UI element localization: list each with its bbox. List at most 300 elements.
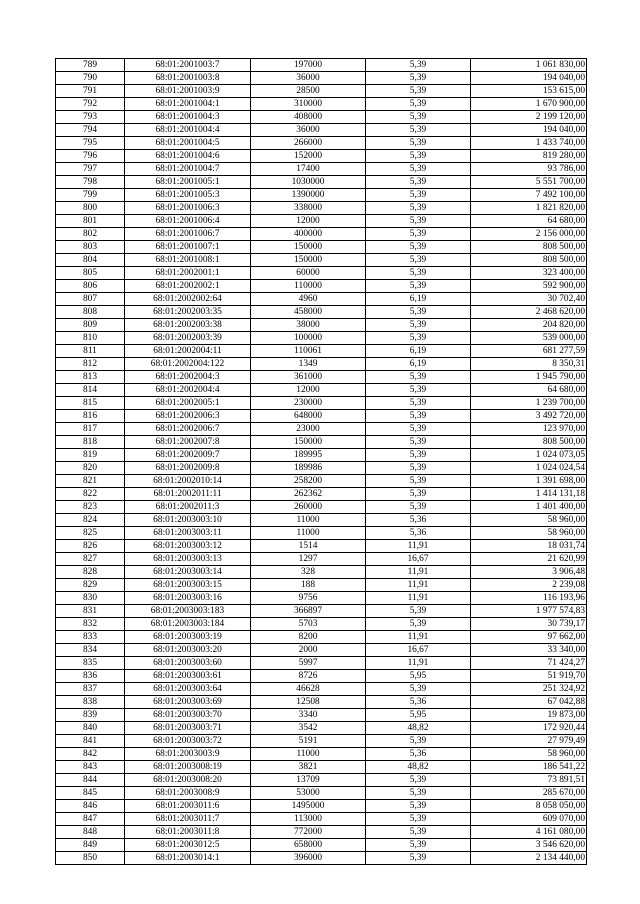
rate-cell: 5,39 — [366, 280, 471, 293]
cadastral-number-cell: 68:01:2001004:1 — [125, 98, 251, 111]
cadastral-number-cell: 68:01:2002010:14 — [125, 475, 251, 488]
cadastral-number-cell: 68:01:2002005:1 — [125, 397, 251, 410]
area-cell: 11000 — [251, 527, 366, 540]
area-cell: 36000 — [251, 72, 366, 85]
cadastral-number-cell: 68:01:2002006:7 — [125, 423, 251, 436]
table-row — [56, 111, 587, 124]
area-cell: 396000 — [251, 852, 366, 865]
cadastral-number-cell: 68:01:2001005:3 — [125, 189, 251, 202]
cadastral-number-cell: 68:01:2001003:8 — [125, 72, 251, 85]
amount-cell: 58 960,00 — [471, 748, 587, 761]
cadastral-number-cell: 68:01:2002004:11 — [125, 345, 251, 358]
amount-cell: 64 680,00 — [471, 215, 587, 228]
amount-cell: 3 492 720,00 — [471, 410, 587, 423]
amount-cell: 194 040,00 — [471, 72, 587, 85]
area-cell: 338000 — [251, 202, 366, 215]
table-row — [56, 241, 587, 254]
table-row — [56, 566, 587, 579]
area-cell: 266000 — [251, 137, 366, 150]
cadastral-number-cell: 68:01:2003003:15 — [125, 579, 251, 592]
area-cell: 1349 — [251, 358, 366, 371]
amount-cell: 71 424,27 — [471, 657, 587, 670]
area-cell: 152000 — [251, 150, 366, 163]
amount-cell: 1 670 900,00 — [471, 98, 587, 111]
rate-cell: 5,36 — [366, 748, 471, 761]
rate-cell: 5,39 — [366, 319, 471, 332]
rate-cell: 5,39 — [366, 137, 471, 150]
table-row — [56, 761, 587, 774]
amount-cell: 27 979,49 — [471, 735, 587, 748]
cadastral-number-cell: 68:01:2001003:7 — [125, 59, 251, 72]
rate-cell: 5,39 — [366, 228, 471, 241]
table-row — [56, 449, 587, 462]
rate-cell: 5,39 — [366, 215, 471, 228]
area-cell: 8200 — [251, 631, 366, 644]
cadastral-number-cell: 68:01:2003003:184 — [125, 618, 251, 631]
row-number-cell: 804 — [56, 254, 125, 267]
table-row — [56, 124, 587, 137]
table-row — [56, 488, 587, 501]
cadastral-number-cell: 68:01:2002006:3 — [125, 410, 251, 423]
cadastral-number-cell: 68:01:2003008:20 — [125, 774, 251, 787]
rate-cell: 5,39 — [366, 254, 471, 267]
cadastral-number-cell: 68:01:2003003:64 — [125, 683, 251, 696]
rate-cell: 5,39 — [366, 501, 471, 514]
area-cell: 110000 — [251, 280, 366, 293]
table-row — [56, 319, 587, 332]
amount-cell: 186 541,22 — [471, 761, 587, 774]
table-row — [56, 150, 587, 163]
row-number-cell: 823 — [56, 501, 125, 514]
area-cell: 3340 — [251, 709, 366, 722]
row-number-cell: 837 — [56, 683, 125, 696]
amount-cell: 64 680,00 — [471, 384, 587, 397]
row-number-cell: 845 — [56, 787, 125, 800]
row-number-cell: 826 — [56, 540, 125, 553]
cadastral-number-cell: 68:01:2001005:1 — [125, 176, 251, 189]
row-number-cell: 792 — [56, 98, 125, 111]
area-cell: 1390000 — [251, 189, 366, 202]
rate-cell: 5,39 — [366, 683, 471, 696]
amount-cell: 3 906,48 — [471, 566, 587, 579]
rate-cell: 5,39 — [366, 826, 471, 839]
table-row — [56, 215, 587, 228]
area-cell: 400000 — [251, 228, 366, 241]
row-number-cell: 789 — [56, 59, 125, 72]
table-row — [56, 670, 587, 683]
rate-cell: 5,95 — [366, 670, 471, 683]
table-row — [56, 852, 587, 865]
rate-cell: 5,39 — [366, 410, 471, 423]
row-number-cell: 849 — [56, 839, 125, 852]
amount-cell: 30 702,40 — [471, 293, 587, 306]
area-cell: 189995 — [251, 449, 366, 462]
cadastral-number-cell: 68:01:2002011:11 — [125, 488, 251, 501]
row-number-cell: 828 — [56, 566, 125, 579]
area-cell: 5703 — [251, 618, 366, 631]
area-cell: 5191 — [251, 735, 366, 748]
row-number-cell: 809 — [56, 319, 125, 332]
amount-cell: 1 239 700,00 — [471, 397, 587, 410]
table-row — [56, 358, 587, 371]
cadastral-number-cell: 68:01:2003011:8 — [125, 826, 251, 839]
area-cell: 3821 — [251, 761, 366, 774]
area-cell: 38000 — [251, 319, 366, 332]
amount-cell: 2 156 000,00 — [471, 228, 587, 241]
cadastral-number-cell: 68:01:2002007:8 — [125, 436, 251, 449]
rate-cell: 5,39 — [366, 618, 471, 631]
row-number-cell: 818 — [56, 436, 125, 449]
cadastral-number-cell: 68:01:2003003:183 — [125, 605, 251, 618]
amount-cell: 33 340,00 — [471, 644, 587, 657]
rate-cell: 5,39 — [366, 72, 471, 85]
area-cell: 13709 — [251, 774, 366, 787]
row-number-cell: 842 — [56, 748, 125, 761]
row-number-cell: 847 — [56, 813, 125, 826]
cadastral-number-cell: 68:01:2001008:1 — [125, 254, 251, 267]
rate-cell: 5,39 — [366, 332, 471, 345]
amount-cell: 681 277,59 — [471, 345, 587, 358]
table-row — [56, 813, 587, 826]
amount-cell: 1 977 574,83 — [471, 605, 587, 618]
amount-cell: 58 960,00 — [471, 527, 587, 540]
row-number-cell: 816 — [56, 410, 125, 423]
table-row — [56, 410, 587, 423]
row-number-cell: 790 — [56, 72, 125, 85]
row-number-cell: 848 — [56, 826, 125, 839]
row-number-cell: 835 — [56, 657, 125, 670]
row-number-cell: 813 — [56, 371, 125, 384]
table-row — [56, 826, 587, 839]
area-cell: 12000 — [251, 384, 366, 397]
cadastral-number-cell: 68:01:2003003:60 — [125, 657, 251, 670]
table-row — [56, 345, 587, 358]
area-cell: 361000 — [251, 371, 366, 384]
cadastral-number-cell: 68:01:2003003:69 — [125, 696, 251, 709]
amount-cell: 1 391 698,00 — [471, 475, 587, 488]
row-number-cell: 815 — [56, 397, 125, 410]
table-row — [56, 787, 587, 800]
area-cell: 46628 — [251, 683, 366, 696]
table-row — [56, 735, 587, 748]
rate-cell: 5,39 — [366, 605, 471, 618]
rate-cell: 5,39 — [366, 163, 471, 176]
table-row — [56, 644, 587, 657]
rate-cell: 5,39 — [366, 124, 471, 137]
land-parcel-table — [55, 58, 587, 865]
cadastral-number-cell: 68:01:2002011:3 — [125, 501, 251, 514]
table-row — [56, 280, 587, 293]
area-cell: 3542 — [251, 722, 366, 735]
cadastral-number-cell: 68:01:2002003:35 — [125, 306, 251, 319]
row-number-cell: 806 — [56, 280, 125, 293]
area-cell: 150000 — [251, 254, 366, 267]
area-cell: 1495000 — [251, 800, 366, 813]
row-number-cell: 843 — [56, 761, 125, 774]
amount-cell: 1 401 400,00 — [471, 501, 587, 514]
table-body — [56, 59, 587, 865]
area-cell: 113000 — [251, 813, 366, 826]
rate-cell: 6,19 — [366, 358, 471, 371]
area-cell: 150000 — [251, 436, 366, 449]
amount-cell: 1 433 740,00 — [471, 137, 587, 150]
rate-cell: 5,39 — [366, 800, 471, 813]
table-row — [56, 462, 587, 475]
area-cell: 5997 — [251, 657, 366, 670]
table-row — [56, 475, 587, 488]
table-row — [56, 722, 587, 735]
rate-cell: 5,39 — [366, 384, 471, 397]
area-cell: 408000 — [251, 111, 366, 124]
cadastral-number-cell: 68:01:2001006:7 — [125, 228, 251, 241]
cadastral-number-cell: 68:01:2002003:39 — [125, 332, 251, 345]
cadastral-number-cell: 68:01:2003003:9 — [125, 748, 251, 761]
rate-cell: 5,39 — [366, 488, 471, 501]
cadastral-number-cell: 68:01:2003011:7 — [125, 813, 251, 826]
table-row — [56, 59, 587, 72]
rate-cell: 48,82 — [366, 722, 471, 735]
amount-cell: 97 662,00 — [471, 631, 587, 644]
row-number-cell: 803 — [56, 241, 125, 254]
rate-cell: 48,82 — [366, 761, 471, 774]
cadastral-number-cell: 68:01:2001004:5 — [125, 137, 251, 150]
rate-cell: 5,36 — [366, 696, 471, 709]
amount-cell: 3 546 620,00 — [471, 839, 587, 852]
cadastral-number-cell: 68:01:2001004:4 — [125, 124, 251, 137]
row-number-cell: 798 — [56, 176, 125, 189]
table-row — [56, 618, 587, 631]
rate-cell: 11,91 — [366, 631, 471, 644]
table-row — [56, 696, 587, 709]
row-number-cell: 841 — [56, 735, 125, 748]
table-row — [56, 683, 587, 696]
area-cell: 2000 — [251, 644, 366, 657]
cadastral-number-cell: 68:01:2001004:6 — [125, 150, 251, 163]
area-cell: 366897 — [251, 605, 366, 618]
amount-cell: 2 199 120,00 — [471, 111, 587, 124]
rate-cell: 5,95 — [366, 709, 471, 722]
table-row — [56, 98, 587, 111]
amount-cell: 73 891,51 — [471, 774, 587, 787]
row-number-cell: 840 — [56, 722, 125, 735]
rate-cell: 5,39 — [366, 397, 471, 410]
cadastral-number-cell: 68:01:2001006:4 — [125, 215, 251, 228]
table-row — [56, 709, 587, 722]
row-number-cell: 844 — [56, 774, 125, 787]
table-row — [56, 332, 587, 345]
row-number-cell: 797 — [56, 163, 125, 176]
area-cell: 197000 — [251, 59, 366, 72]
table-row — [56, 527, 587, 540]
table-row — [56, 176, 587, 189]
cadastral-number-cell: 68:01:2003003:20 — [125, 644, 251, 657]
cadastral-number-cell: 68:01:2003003:13 — [125, 553, 251, 566]
amount-cell: 323 400,00 — [471, 267, 587, 280]
amount-cell: 21 620,99 — [471, 553, 587, 566]
row-number-cell: 807 — [56, 293, 125, 306]
rate-cell: 5,39 — [366, 449, 471, 462]
area-cell: 60000 — [251, 267, 366, 280]
cadastral-number-cell: 68:01:2002001:1 — [125, 267, 251, 280]
amount-cell: 2 468 620,00 — [471, 306, 587, 319]
area-cell: 150000 — [251, 241, 366, 254]
row-number-cell: 824 — [56, 514, 125, 527]
amount-cell: 609 070,00 — [471, 813, 587, 826]
cadastral-number-cell: 68:01:2001006:3 — [125, 202, 251, 215]
amount-cell: 1 821 820,00 — [471, 202, 587, 215]
cadastral-number-cell: 68:01:2003003:70 — [125, 709, 251, 722]
row-number-cell: 801 — [56, 215, 125, 228]
row-number-cell: 799 — [56, 189, 125, 202]
area-cell: 772000 — [251, 826, 366, 839]
cadastral-number-cell: 68:01:2002002:1 — [125, 280, 251, 293]
amount-cell: 172 920,44 — [471, 722, 587, 735]
table-row — [56, 748, 587, 761]
table-row — [56, 514, 587, 527]
rate-cell: 5,39 — [366, 423, 471, 436]
amount-cell: 93 786,00 — [471, 163, 587, 176]
amount-cell: 194 040,00 — [471, 124, 587, 137]
amount-cell: 8 350,31 — [471, 358, 587, 371]
area-cell: 8726 — [251, 670, 366, 683]
amount-cell: 51 919,70 — [471, 670, 587, 683]
area-cell: 100000 — [251, 332, 366, 345]
cadastral-number-cell: 68:01:2003003:11 — [125, 527, 251, 540]
rate-cell: 11,91 — [366, 657, 471, 670]
rate-cell: 5,36 — [366, 527, 471, 540]
row-number-cell: 821 — [56, 475, 125, 488]
area-cell: 188 — [251, 579, 366, 592]
table-row — [56, 202, 587, 215]
cadastral-number-cell: 68:01:2003003:16 — [125, 592, 251, 605]
rate-cell: 16,67 — [366, 553, 471, 566]
cadastral-number-cell: 68:01:2003011:6 — [125, 800, 251, 813]
area-cell: 1297 — [251, 553, 366, 566]
amount-cell: 539 000,00 — [471, 332, 587, 345]
area-cell: 328 — [251, 566, 366, 579]
area-cell: 258200 — [251, 475, 366, 488]
cadastral-number-cell: 68:01:2002004:4 — [125, 384, 251, 397]
amount-cell: 808 500,00 — [471, 241, 587, 254]
amount-cell: 819 280,00 — [471, 150, 587, 163]
area-cell: 310000 — [251, 98, 366, 111]
amount-cell: 19 873,00 — [471, 709, 587, 722]
cadastral-number-cell: 68:01:2003003:12 — [125, 540, 251, 553]
rate-cell: 5,39 — [366, 475, 471, 488]
cadastral-number-cell: 68:01:2003008:19 — [125, 761, 251, 774]
area-cell: 110061 — [251, 345, 366, 358]
table-row — [56, 501, 587, 514]
row-number-cell: 827 — [56, 553, 125, 566]
rate-cell: 5,39 — [366, 436, 471, 449]
rate-cell: 5,39 — [366, 462, 471, 475]
rate-cell: 5,39 — [366, 111, 471, 124]
cadastral-number-cell: 68:01:2002004:3 — [125, 371, 251, 384]
table-row — [56, 774, 587, 787]
amount-cell: 153 615,00 — [471, 85, 587, 98]
table-row — [56, 189, 587, 202]
area-cell: 11000 — [251, 514, 366, 527]
area-cell: 260000 — [251, 501, 366, 514]
row-number-cell: 810 — [56, 332, 125, 345]
amount-cell: 2 134 440,00 — [471, 852, 587, 865]
amount-cell: 7 492 100,00 — [471, 189, 587, 202]
row-number-cell: 832 — [56, 618, 125, 631]
amount-cell: 8 058 050,00 — [471, 800, 587, 813]
rate-cell: 5,39 — [366, 176, 471, 189]
rate-cell: 5,39 — [366, 306, 471, 319]
table-row — [56, 592, 587, 605]
row-number-cell: 819 — [56, 449, 125, 462]
table-row — [56, 423, 587, 436]
cadastral-number-cell: 68:01:2003003:61 — [125, 670, 251, 683]
row-number-cell: 833 — [56, 631, 125, 644]
row-number-cell: 829 — [56, 579, 125, 592]
rate-cell: 11,91 — [366, 540, 471, 553]
table-row — [56, 579, 587, 592]
row-number-cell: 796 — [56, 150, 125, 163]
area-cell: 12000 — [251, 215, 366, 228]
amount-cell: 592 900,00 — [471, 280, 587, 293]
amount-cell: 18 031,74 — [471, 540, 587, 553]
cadastral-number-cell: 68:01:2003003:14 — [125, 566, 251, 579]
row-number-cell: 838 — [56, 696, 125, 709]
cadastral-number-cell: 68:01:2003012:5 — [125, 839, 251, 852]
table-row — [56, 397, 587, 410]
amount-cell: 1 945 790,00 — [471, 371, 587, 384]
cadastral-number-cell: 68:01:2001003:9 — [125, 85, 251, 98]
table-row — [56, 371, 587, 384]
cadastral-number-cell: 68:01:2001007:1 — [125, 241, 251, 254]
row-number-cell: 836 — [56, 670, 125, 683]
row-number-cell: 811 — [56, 345, 125, 358]
table-row — [56, 306, 587, 319]
row-number-cell: 795 — [56, 137, 125, 150]
table-row — [56, 163, 587, 176]
area-cell: 658000 — [251, 839, 366, 852]
area-cell: 12508 — [251, 696, 366, 709]
amount-cell: 1 024 024,54 — [471, 462, 587, 475]
amount-cell: 116 193,96 — [471, 592, 587, 605]
table-row — [56, 72, 587, 85]
rate-cell: 11,91 — [366, 579, 471, 592]
amount-cell: 4 161 080,00 — [471, 826, 587, 839]
cadastral-number-cell: 68:01:2002004:122 — [125, 358, 251, 371]
rate-cell: 5,39 — [366, 189, 471, 202]
amount-cell: 251 324,92 — [471, 683, 587, 696]
table-row — [56, 137, 587, 150]
cadastral-number-cell: 68:01:2003003:71 — [125, 722, 251, 735]
row-number-cell: 831 — [56, 605, 125, 618]
row-number-cell: 846 — [56, 800, 125, 813]
amount-cell: 30 739,17 — [471, 618, 587, 631]
area-cell: 262362 — [251, 488, 366, 501]
cadastral-number-cell: 68:01:2001004:3 — [125, 111, 251, 124]
area-cell: 11000 — [251, 748, 366, 761]
row-number-cell: 820 — [56, 462, 125, 475]
table-row — [56, 384, 587, 397]
cadastral-number-cell: 68:01:2003003:19 — [125, 631, 251, 644]
amount-cell: 1 024 073,05 — [471, 449, 587, 462]
amount-cell: 1 414 131,18 — [471, 488, 587, 501]
row-number-cell: 839 — [56, 709, 125, 722]
row-number-cell: 800 — [56, 202, 125, 215]
cadastral-number-cell: 68:01:2003014:1 — [125, 852, 251, 865]
row-number-cell: 817 — [56, 423, 125, 436]
rate-cell: 5,39 — [366, 59, 471, 72]
rate-cell: 11,91 — [366, 566, 471, 579]
row-number-cell: 812 — [56, 358, 125, 371]
